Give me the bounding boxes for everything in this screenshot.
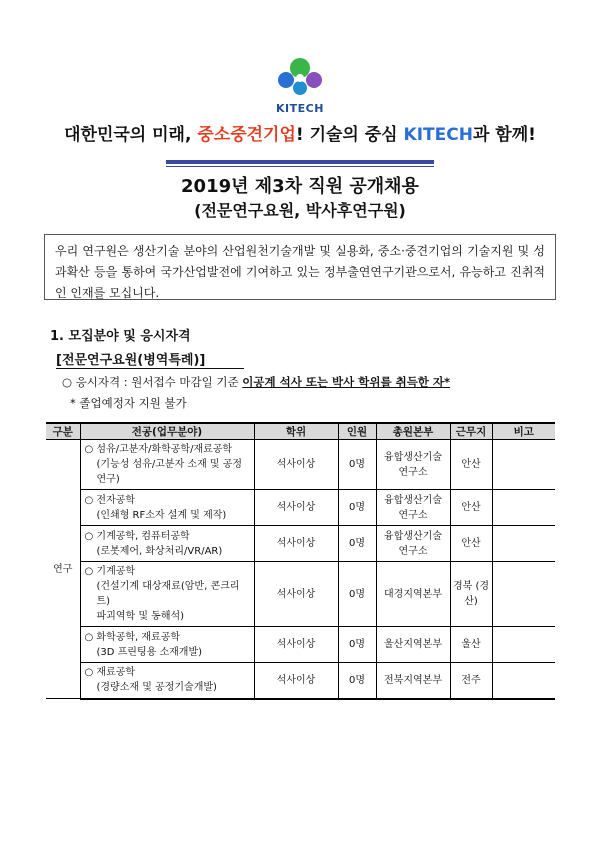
count-cell: 0명 <box>338 562 376 627</box>
note-cell <box>492 562 555 627</box>
major-detail: (건설기계 대상재료(암반, 콘크리트) <box>96 581 240 607</box>
title-rule-thin <box>166 166 434 167</box>
major-text: ○ 화학공학, 재료공학 <box>84 631 181 643</box>
count-cell: 0명 <box>338 663 376 699</box>
location-cell: 울산 <box>450 627 492 663</box>
table-row <box>46 663 555 699</box>
hq-cell: 융합생산기술 연구소 <box>376 440 450 490</box>
section-subheading-text: [전문연구요원(병역특례)] <box>56 353 206 368</box>
slogan-highlight-sme: 중소중견기업 <box>197 125 296 145</box>
table-row <box>46 440 555 490</box>
major-text: ○ 재료공학 <box>84 667 136 679</box>
header-category: 구분 <box>46 423 80 440</box>
requirement-note: * 졸업예정자 지원 불가 <box>70 396 187 410</box>
major-detail-2: 파괴역학 및 동해석) <box>96 611 185 622</box>
count-cell: 0명 <box>338 627 376 663</box>
major-cell <box>80 627 254 663</box>
page-title: 2019년 제3차 직원 공개채용 <box>181 176 419 197</box>
count-cell: 0명 <box>338 490 376 526</box>
table-header-row <box>46 423 555 440</box>
logo-text: KITECH <box>276 102 324 115</box>
major-cell <box>80 562 254 627</box>
page-subtitle: (전문연구요원, 박사후연구원) <box>194 201 406 220</box>
table-row <box>46 562 555 627</box>
location-cell: 안산 <box>450 490 492 526</box>
degree-cell: 석사이상 <box>254 490 338 526</box>
major-detail: (3D 프린팅용 소재개발) <box>96 646 203 658</box>
count-cell: 0명 <box>338 526 376 562</box>
requirement-prefix: ○ 응시자격 : 원서접수 마감일 기준 <box>62 375 243 389</box>
header-hq: 총원본부 <box>376 423 450 440</box>
note-cell <box>492 663 555 699</box>
note-cell <box>492 526 555 562</box>
major-detail: (기능성 섬유/고분자 소재 및 공정 연구) <box>96 459 243 485</box>
degree-cell: 석사이상 <box>254 562 338 627</box>
note-cell <box>492 490 555 526</box>
hq-cell: 전북지역본부 <box>376 663 450 699</box>
hq-cell: 융합생산기술 연구소 <box>376 526 450 562</box>
section-subheading <box>56 349 205 368</box>
recruitment-table <box>46 422 555 700</box>
major-cell <box>80 490 254 526</box>
degree-cell: 석사이상 <box>254 526 338 562</box>
major-text: ○ 전자공학 <box>84 494 136 506</box>
requirement-emphasis: 이공계 석사 또는 박사 학위를 취득한 자* <box>242 375 451 389</box>
table-row <box>46 526 555 562</box>
header-degree: 학위 <box>254 423 338 440</box>
table-row <box>46 627 555 663</box>
major-text: ○ 섬유/고분자/화학공학/재료공학 <box>84 444 233 455</box>
hq-cell: 울산지역본부 <box>376 627 450 663</box>
major-cell <box>80 526 254 562</box>
intro-box: 우리 연구원은 생산기술 분야의 산업원천기술개발 및 실용화, 중소·중견기업의 기술지원 및 성과확산 등을 통하여 국가산업발전에 기여하고 있는 정부출연연구기관으로서, 유능하고 진취적인 인재를 모십니다. <box>44 234 556 300</box>
slogan-part3: 과 함께! <box>472 125 536 145</box>
table-row <box>46 490 555 526</box>
major-detail: (경량소재 및 공정기술개발) <box>96 682 217 694</box>
category-cell: 연구 <box>46 440 80 699</box>
note-cell <box>492 627 555 663</box>
location-cell: 경북 (경산) <box>450 562 492 627</box>
slogan-part2: ! 기술의 중심 <box>295 125 404 145</box>
location-cell: 안산 <box>450 440 492 490</box>
degree-cell: 석사이상 <box>254 627 338 663</box>
note-cell <box>492 440 555 490</box>
subheading-underline <box>56 368 244 369</box>
slogan-part1: 대한민국의 미래, <box>64 125 198 145</box>
title-rule <box>166 160 434 164</box>
slogan <box>0 120 600 145</box>
hq-cell: 융합생산기술 연구소 <box>376 490 450 526</box>
location-cell: 전주 <box>450 663 492 699</box>
major-text: ○ 기계공학, 컴퓨터공학 <box>84 530 190 542</box>
header-major: 전공(업무분야) <box>80 423 254 440</box>
requirement-line <box>62 374 450 390</box>
degree-cell: 석사이상 <box>254 440 338 490</box>
count-cell: 0명 <box>338 440 376 490</box>
slogan-highlight-kitech: KITECH <box>403 125 473 145</box>
location-cell: 안산 <box>450 526 492 562</box>
major-text: ○ 기계공학 <box>84 566 136 577</box>
header-note: 비고 <box>492 423 555 440</box>
major-detail: (로봇제어, 화상처리/VR/AR) <box>96 545 223 557</box>
major-detail: (인쇄형 RF소자 설계 및 제작) <box>96 509 227 521</box>
major-cell <box>80 663 254 699</box>
section-heading: 1. 모집분야 및 응시자격 <box>50 329 191 344</box>
header-count: 인원 <box>338 423 376 440</box>
degree-cell: 석사이상 <box>254 663 338 699</box>
hq-cell: 대경지역본부 <box>376 562 450 627</box>
major-cell <box>80 440 254 490</box>
header-location: 근무지 <box>450 423 492 440</box>
